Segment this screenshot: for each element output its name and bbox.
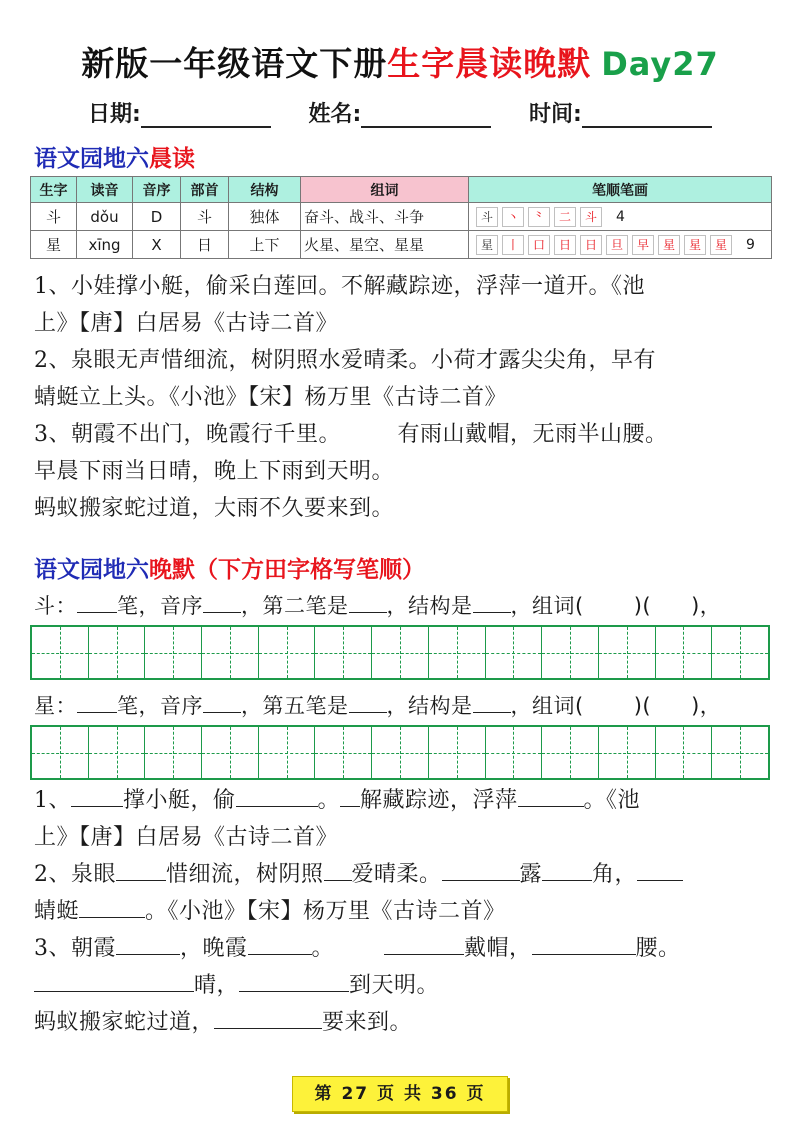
text-line: 蚂蚁搬家蛇过道， 要来到。 xyxy=(34,1004,774,1041)
stroke-box: 星 xyxy=(684,235,706,255)
text-line: 上》【唐】白居易《古诗二首》 xyxy=(34,825,339,850)
cell-radical: 日 xyxy=(181,231,229,259)
blank-field[interactable] xyxy=(248,931,312,955)
text-line: 3、朝霞 ，晚霞 。 戴帽， 腰。 xyxy=(34,930,774,967)
blank-field[interactable] xyxy=(203,589,241,613)
blank-field[interactable] xyxy=(116,857,166,881)
stroke-box: ⺀ xyxy=(528,207,550,227)
blank-field[interactable] xyxy=(77,589,117,613)
blank-field[interactable] xyxy=(203,689,241,713)
text-line: 1、小娃撑小艇，偷采白莲回。不解藏踪迹，浮萍一道开。《池 xyxy=(34,274,645,299)
tianzige-grid-dou[interactable] xyxy=(30,625,770,680)
blank-field[interactable] xyxy=(473,589,511,613)
stroke-box: 星 xyxy=(476,235,498,255)
blank-field[interactable] xyxy=(384,931,464,955)
cell-stroke-order xyxy=(469,231,772,259)
morning-reading-text xyxy=(34,268,774,527)
stroke-box: 二 xyxy=(554,207,576,227)
blank-field[interactable] xyxy=(71,783,123,807)
date-field[interactable] xyxy=(141,102,271,128)
stroke-box: 斗 xyxy=(476,207,498,227)
stroke-box: 丶 xyxy=(502,207,524,227)
time-field[interactable] xyxy=(582,102,712,128)
cell-char: 星 xyxy=(31,231,77,259)
text-line: 3、朝霞不出门，晚霞行千里。 有雨山戴帽，无雨半山腰。 xyxy=(34,422,668,447)
cell-words: 火星、星空、星星 xyxy=(301,231,469,259)
tianzige-grid-xing[interactable] xyxy=(30,725,770,780)
header-pinyin: 读音 xyxy=(77,177,133,203)
cell-initial: X xyxy=(133,231,181,259)
header-strokes: 笔顺笔画 xyxy=(469,177,772,203)
blank-field[interactable] xyxy=(542,857,592,881)
name-field[interactable] xyxy=(361,102,491,128)
blank-field[interactable] xyxy=(637,857,683,881)
stroke-box: 星 xyxy=(658,235,680,255)
stroke-box: 日 xyxy=(554,235,576,255)
stroke-box: 日 xyxy=(580,235,602,255)
header-radical: 部首 xyxy=(181,177,229,203)
blank-field[interactable] xyxy=(340,783,360,807)
blank-field[interactable] xyxy=(214,1005,322,1029)
text-line: 晴， 到天明。 xyxy=(34,967,774,1004)
stroke-count: 9 xyxy=(746,236,755,253)
header-char: 生字 xyxy=(31,177,77,203)
blank-field[interactable] xyxy=(77,689,117,713)
header-initial: 音序 xyxy=(133,177,181,203)
stroke-box: 早 xyxy=(632,235,654,255)
evening-heading: 语文园地六晚默（下方田字格写笔顺） xyxy=(34,557,425,583)
question-xing: 星： 笔，音序 ，第五笔是 ，结构是 ，组词( )( )， xyxy=(34,688,774,725)
stroke-box: 口 xyxy=(528,235,550,255)
cell-words: 奋斗、战斗、斗争 xyxy=(301,203,469,231)
table-row xyxy=(31,203,772,231)
blank-field[interactable] xyxy=(236,783,318,807)
cell-pinyin: xīng xyxy=(77,231,133,259)
text-line: 2、泉眼无声惜细流，树阴照水爱晴柔。小荷才露尖尖角，早有 xyxy=(34,348,656,373)
cell-structure: 独体 xyxy=(229,203,301,231)
blank-field[interactable] xyxy=(34,968,194,992)
cell-pinyin: dǒu xyxy=(77,203,133,231)
stroke-count: 4 xyxy=(616,208,625,225)
header-structure: 结构 xyxy=(229,177,301,203)
fill-in-text xyxy=(34,782,774,1041)
date-label: 日期: xyxy=(88,102,141,127)
text-line: 1、 撑小艇，偷 。 解藏踪迹，浮萍 。《池 xyxy=(34,782,774,819)
character-table xyxy=(30,176,772,259)
stroke-box: 旦 xyxy=(606,235,628,255)
header-words: 组词 xyxy=(301,177,469,203)
stroke-box: 丨 xyxy=(502,235,524,255)
cell-structure: 上下 xyxy=(229,231,301,259)
cell-stroke-order xyxy=(469,203,772,231)
cell-initial: D xyxy=(133,203,181,231)
blank-field[interactable] xyxy=(349,589,387,613)
text-line: 早晨下雨当日晴，晚上下雨到天明。 xyxy=(34,459,395,484)
blank-field[interactable] xyxy=(473,689,511,713)
stroke-box: 星 xyxy=(710,235,732,255)
blank-field[interactable] xyxy=(518,783,584,807)
text-line: 上》【唐】白居易《古诗二首》 xyxy=(34,311,339,336)
text-line: 蜻蜓 。《小池》【宋】杨万里《古诗二首》 xyxy=(34,893,774,930)
table-header-row xyxy=(31,177,772,203)
table-row xyxy=(31,231,772,259)
blank-field[interactable] xyxy=(532,931,636,955)
blank-field[interactable] xyxy=(442,857,520,881)
blank-field[interactable] xyxy=(324,857,352,881)
blank-field[interactable] xyxy=(79,894,145,918)
morning-heading: 语文园地六晨读 xyxy=(34,146,195,172)
text-line: 2、泉眼 惜细流，树阴照 爱晴柔。 露 角， xyxy=(34,856,774,893)
cell-char: 斗 xyxy=(31,203,77,231)
text-line: 蜻蜓立上头。《小池》【宋】杨万里《古诗二首》 xyxy=(34,385,508,410)
text-line: 蚂蚁搬家蛇过道，大雨不久要来到。 xyxy=(34,496,395,521)
blank-field[interactable] xyxy=(116,931,180,955)
name-label: 姓名: xyxy=(308,102,362,127)
blank-field[interactable] xyxy=(349,689,387,713)
page-title: 新版一年级语文下册生字晨读晚默 Day27 xyxy=(81,44,719,83)
question-dou: 斗： 笔，音序 ，第二笔是 ，结构是 ，组词( )( )， xyxy=(34,588,774,625)
stroke-box: 斗 xyxy=(580,207,602,227)
blank-field[interactable] xyxy=(239,968,349,992)
info-row xyxy=(88,97,748,128)
cell-radical: 斗 xyxy=(181,203,229,231)
page-number-badge: 第 27 页 共 36 页 xyxy=(292,1076,508,1112)
time-label: 时间: xyxy=(528,102,582,127)
